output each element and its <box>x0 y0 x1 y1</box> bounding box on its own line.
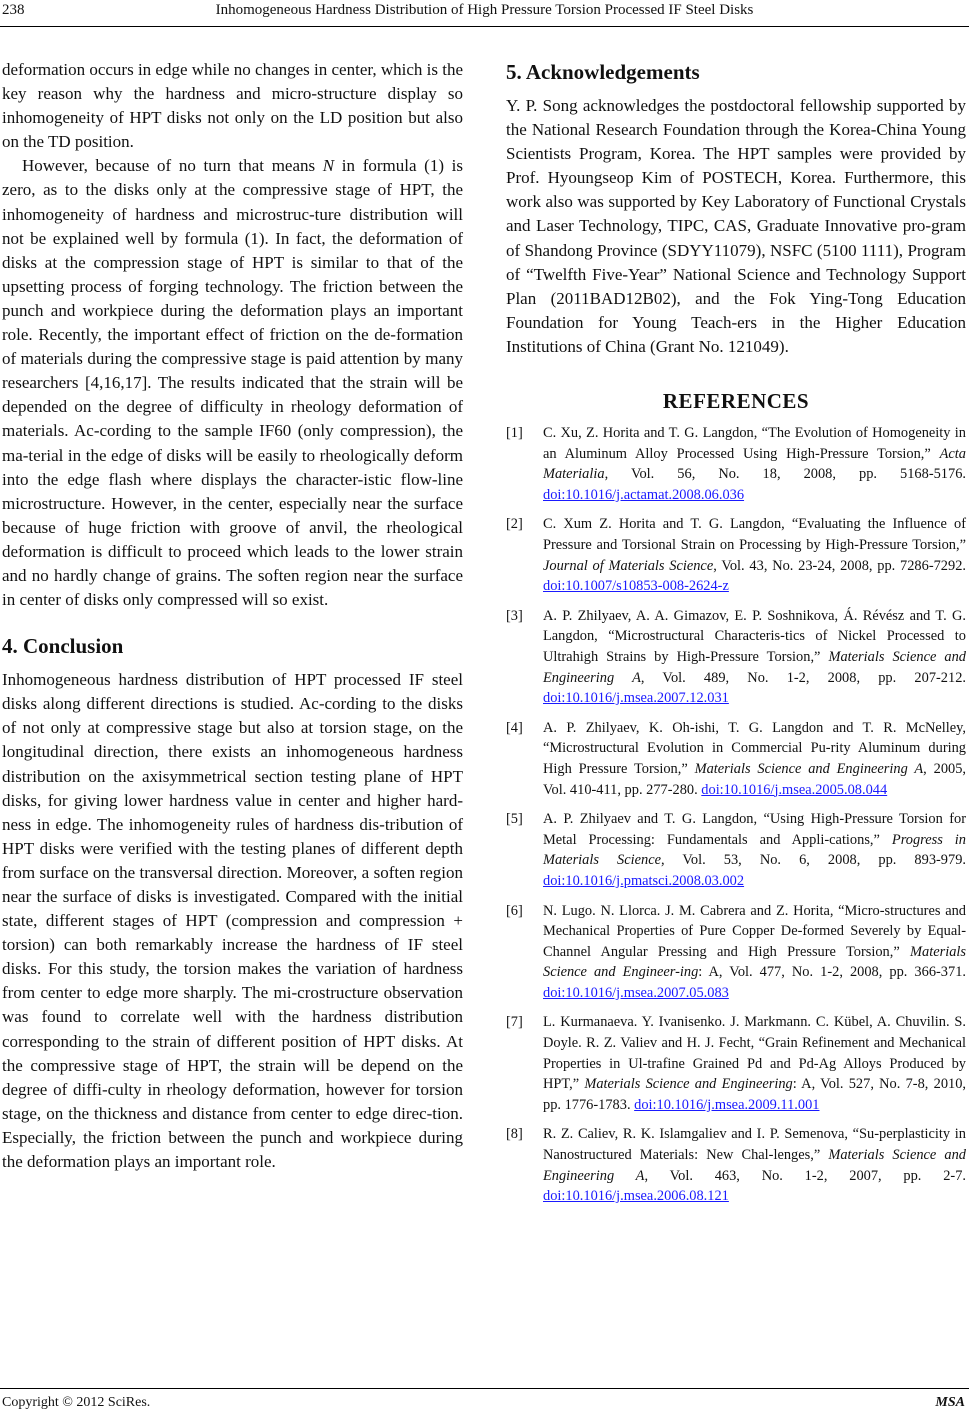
doi-link[interactable]: doi:10.1016/j.msea.2007.12.031 <box>543 690 729 707</box>
reference-number: [4] <box>506 719 523 736</box>
body-paragraph: deformation occurs in edge while no changes in center, which is the key reason why the hardness and micro-structure display so inhomogeneity of HPT disks not only on the LD position but also on the TD position. <box>2 60 464 152</box>
reference-number: [2] <box>506 516 523 533</box>
reference-text: C. Xu, Z. Horita and T. G. Langdon, “The Evolution of Homogeneity in an Aluminum Alloy Processed Using High-Pressure Torsion,” Acta Materialia, Vol. 56, No. 18, 2008, pp. 5168-5176. doi:10.1016/j.actamat.2008.06.036 <box>543 425 966 503</box>
doi-link[interactable]: doi:10.1016/j.pmatsci.2008.03.002 <box>543 872 745 889</box>
reference-item <box>506 809 966 891</box>
page-header <box>0 0 969 27</box>
page-number: 238 <box>2 2 25 18</box>
reference-number: [5] <box>506 811 523 828</box>
reference-number: [6] <box>506 902 523 919</box>
references-heading: REFERENCES <box>662 389 810 414</box>
reference-item <box>506 718 966 800</box>
conclusion-paragraph: Inhomogeneous hardness distribution of HPT processed IF steel disks along different directions is studied. Ac-cording to the disks of not only at compressive stage but also at torsion stage, on the longitudinal direction, there exists an inhomogeneous hardness distribution on the axisymmetrical section testing plane of HPT disks, for giving lower hardness value in center and higher hard-ness in edge. The inhomogeneity rules of hardness dis-tribution of HPT disks were verified with the testing planes of different depth from surface on the transversal direction. Moreover, a soften region near the surface of disks is investigated. Compared with the initial state, different stages of HPT (compression and compression + torsion) can both remarkably increase the hardness of IF steel disks. For this study, the torsion makes the variation of hardness from center to edge more sharply. The mi-crostructure observation was found to correlate well with the hardness distribution corresponding to the strain of different position of HPT disks. At the compressive stage of HPT, the strain will be depend on the degree of diffi-culty in rheology deformation, however for torsion stage, on the thickness and distance from center to edge direc-tion. Especially, the friction between the punch and workpiece during the deformation plays an important role. <box>2 670 463 1172</box>
reference-text: A. P. Zhilyaev, A. A. Gimazov, E. P. Soshnikova, Á. Révész and T. G. Langdon, “Microstructural Characteris-tics of Nickel Processed to Ultrahigh Strains by High-Pressure Torsion,” Materials Science and Engineering A, Vol. 489, No. 1-2, 2008, pp. 207-212. doi:10.1016/j.msea.2007.12.031 <box>543 607 967 707</box>
acknowledgements-paragraph: Y. P. Song acknowledges the postdoctoral fellowship supported by the National Research Foundation through the Korea-China Young Scientists Program, Korea. The HPT samples were provided by Prof. Hyoungseop Kim of POSTECH, Korea. Furthermore, this work also was supported by Key Laboratory of Functional Crystals and Laser Technology, TIPC, CAS, Graduate Innovative pro-gram of Shandong Province (SDYY11079), NSFC (5100 1111), Program of “Twelfth Five-Year” National Science and Technology Support Plan (2011BAD12B02), and the Fok Ying-Tong Education Foundation for Young Teach-ers in the Higher Education Institutions of China (Grant No. 121049). <box>506 96 966 356</box>
reference-number: [1] <box>506 425 523 442</box>
reference-text: A. P. Zhilyaev, K. Oh-ishi, T. G. Langdon and T. R. McNelley, “Microstructural Evolution in Commercial Pu-rity Aluminum during High Pressure Torsion,” Materials Science and Engineering A, 2005, Vol. 410-411, pp. 277-280. doi:10.1016/j.msea.2005.08.044 <box>543 719 967 798</box>
conclusion-heading: 4. Conclusion <box>2 634 124 659</box>
doi-link[interactable]: doi:10.1016/j.actamat.2008.06.036 <box>543 486 745 503</box>
reference-text: A. P. Zhilyaev and T. G. Langdon, “Using High-Pressure Torsion for Metal Processing: Fundamentals and Appli-cations,” Progress in Materials Science, Vol. 53, No. 6, 2008, pp. 893-979. doi:10.1016/j.pmatsci.2008.03.002 <box>543 811 966 889</box>
reference-number: [3] <box>506 607 523 624</box>
body-paragraph: However, because of no turn that means N in formula (1) is zero, as to the disks only at the compressive stage of HPT, the inhomogeneity of hardness and microstruc-ture distribution will not be explained well by formula (1). In fact, the deformation of disks at the compression stage of HPT is similar to that of the upsetting process of forging technology. The friction between the punch and workpiece during the deformation plays an important role. Recently, the important effect of friction on the de-formation of materials during the compressive stage is paid attention by many researchers [4,16,17]. The results indicated that the strain will be depended on the degree of difficulty in rheology deformation of materials. Ac-cording to the sample IF60 (only compression), the ma-terial in the edge of disks will be easily to rheologically deform into the edge flash where displays the character-istic flow-line microstructure. However, in the center, especially near the surface because of huge friction with groove of anvil, the rheological deformation is difficult to proceed which leads to the lower strain and no hardly change of grains. The soften region near the surface in center of disks only compressed will so exist. <box>2 156 463 610</box>
reference-item <box>506 1124 966 1206</box>
running-title: Inhomogeneous Hardness Distribution of High Pressure Torsion Processed IF Steel Disks <box>215 2 754 18</box>
copyright-notice: Copyright © 2012 SciRes. <box>2 1395 151 1410</box>
right-column <box>506 58 966 1216</box>
reference-text: N. Lugo. N. Llorca. J. M. Cabrera and Z. Horita, “Micro-structures and Mechanical Properties of Pure Copper De-formed Severely by Equal-Channel Angular Pressing and High Pressure Torsion,” Materials Science and Engineer-ing: A, Vol. 477, No. 1-2, 2008, pp. 366-371. doi:10.1016/j.msea.2007.05.083 <box>543 902 966 1001</box>
reference-number: [7] <box>506 1014 523 1031</box>
reference-text: L. Kurmanaeva. Y. Ivanisenko. J. Markmann. C. Kübel, A. Chuvilin. S. Doyle. R. Z. Valiev and H. J. Fecht, “Grain Refinement and Mechanical Properties in Ul-trafine Grained Pd and Pd-Ag Alloys Produced by HPT,” Materials Science and Engineering: A, Vol. 527, No. 7-8, 2010, pp. 1776-1783. doi:10.1016/j.msea.2009.11.001 <box>543 1014 967 1113</box>
reference-number: [8] <box>506 1126 523 1143</box>
journal-abbreviation: MSA <box>935 1395 965 1410</box>
page-footer <box>0 1388 969 1415</box>
reference-item <box>506 606 966 709</box>
reference-text: R. Z. Caliev, R. K. Islamgaliev and I. P. Semenova, “Su-perplasticity in Nanostructured Materials: New Chal-lenges,” Materials Science and Engineering A, Vol. 463, No. 1-2, 2007, pp. 2-7. doi:10.1016/j.msea.2006.08.121 <box>543 1126 966 1205</box>
reference-item <box>506 1012 966 1115</box>
doi-link[interactable]: doi:10.1016/j.msea.2007.05.083 <box>543 984 729 1001</box>
doi-link[interactable]: doi:10.1007/s10853-008-2624-z <box>543 578 729 595</box>
doi-link[interactable]: doi:10.1016/j.msea.2005.08.044 <box>701 781 888 798</box>
doi-link[interactable]: doi:10.1016/j.msea.2009.11.001 <box>634 1096 820 1113</box>
reference-list <box>506 423 966 1207</box>
reference-item <box>506 514 966 596</box>
acknowledgements-heading: 5. Acknowledgements <box>506 60 700 84</box>
doi-link[interactable]: doi:10.1016/j.msea.2006.08.121 <box>543 1188 729 1205</box>
reference-item <box>506 901 966 1004</box>
left-column <box>2 58 463 1174</box>
reference-item <box>506 423 966 505</box>
reference-text: C. Xum Z. Horita and T. G. Langdon, “Evaluating the Influence of Pressure and Torsional Strain on Processing by High-Pressure Torsion,” Journal of Materials Science, Vol. 43, No. 23-24, 2008, pp. 7286-7292. doi:10.1007/s10853-008-2624-z <box>543 516 966 595</box>
